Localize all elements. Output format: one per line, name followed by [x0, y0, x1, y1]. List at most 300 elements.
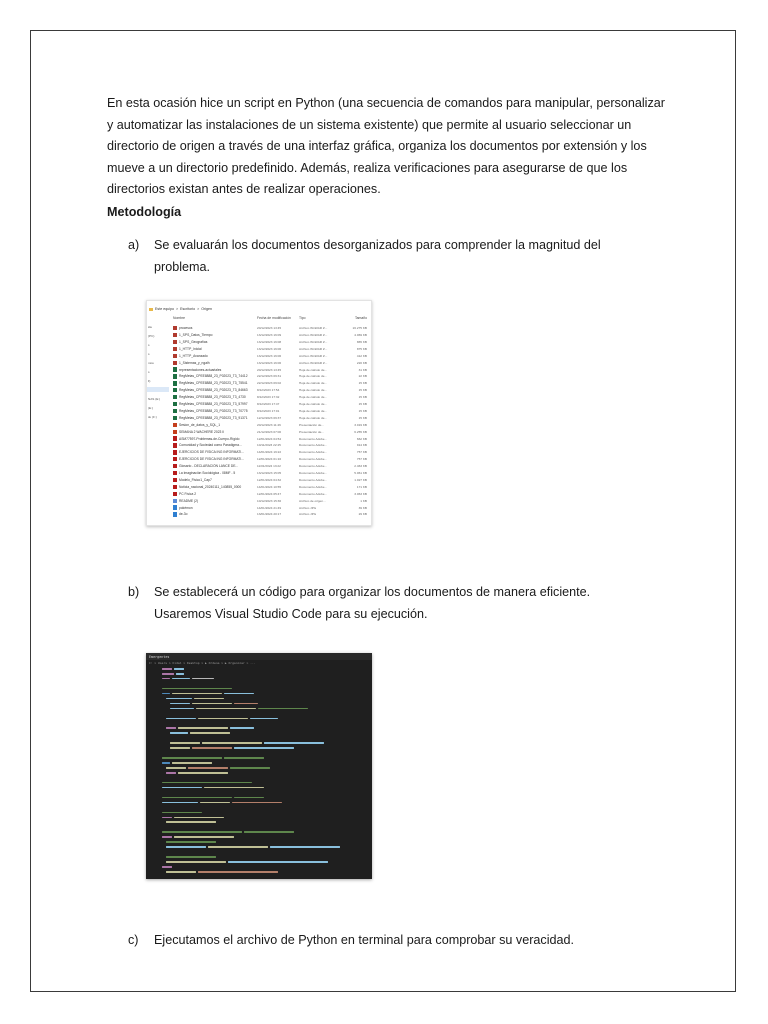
- file-size: 5.061 KB: [354, 471, 367, 476]
- file-name: procesos: [179, 326, 193, 331]
- code-token: [162, 678, 170, 680]
- file-name: RegMetas_CPEE8888_23_P02023_T3_91371: [179, 415, 248, 420]
- file-size: 15 KB: [358, 408, 367, 413]
- column-header-size: Tamaño: [354, 316, 367, 320]
- code-token: [178, 772, 228, 774]
- code-line: [146, 672, 372, 676]
- navigation-pane: [147, 323, 169, 525]
- file-type: Hoja de cálculo de...: [299, 374, 328, 379]
- code-token: [162, 831, 242, 833]
- file-icon: [173, 478, 177, 482]
- code-token: [166, 846, 206, 848]
- code-line: [146, 746, 372, 750]
- code-token: [264, 742, 324, 744]
- file-row[interactable]: [173, 380, 369, 386]
- code-token: [170, 742, 200, 744]
- nav-item[interactable]: s: [148, 343, 150, 347]
- file-icon: [173, 402, 177, 406]
- code-token: [250, 718, 278, 720]
- editor-breadcrumb: C: > Users > hidal > Desktop > ▶ Ordena > ▶ Organizar > ...: [149, 661, 256, 665]
- code-line: [146, 796, 372, 800]
- breadcrumb-item: Escritorio: [180, 307, 196, 311]
- code-token: [172, 762, 212, 764]
- file-row[interactable]: [173, 422, 369, 428]
- file-date: 13/12/2023 15:05: [257, 471, 282, 476]
- code-token: [224, 757, 264, 759]
- code-token: [192, 747, 232, 749]
- code-line: [146, 682, 372, 686]
- file-type: Hoja de cálculo de...: [299, 395, 328, 400]
- file-row[interactable]: [173, 429, 369, 435]
- nav-item[interactable]: s: [148, 370, 150, 374]
- file-icon: [173, 388, 177, 392]
- code-line: [146, 756, 372, 760]
- file-row[interactable]: [173, 456, 369, 462]
- code-token: [166, 767, 186, 769]
- file-row[interactable]: [173, 346, 369, 352]
- step-marker: a): [128, 238, 140, 252]
- file-size: 22 KB: [358, 374, 367, 379]
- code-token: [166, 841, 216, 843]
- code-token: [170, 703, 190, 705]
- code-token: [198, 871, 278, 873]
- file-date: 8/12/2023 17:01: [257, 408, 280, 413]
- code-token: [166, 698, 192, 700]
- code-token: [162, 693, 170, 695]
- file-icon: [173, 367, 177, 371]
- file-name: RegMetas_CPEE8888_23_P02023_T3_4730: [179, 395, 246, 400]
- code-token: [258, 708, 308, 710]
- code-token: [224, 693, 254, 695]
- file-type: Documento Adobe...: [299, 464, 328, 469]
- file-name: Glosario - DECLARACIÓN LANCE DE...: [179, 464, 239, 469]
- code-token: [178, 727, 228, 729]
- file-type: Presentación de...: [299, 422, 324, 427]
- code-line: [146, 860, 372, 864]
- file-date: 20/12/2023 13:45: [257, 367, 282, 372]
- file-type: Archivo WinRAR Z...: [299, 360, 328, 365]
- column-header-date: Fecha de modificación: [257, 316, 291, 320]
- file-type: Hoja de cálculo de...: [299, 381, 328, 386]
- file-icon: [173, 471, 177, 475]
- file-date: 13/01/2024 20:17: [257, 512, 282, 517]
- file-size: 3.063 KB: [354, 491, 367, 496]
- code-line: [146, 786, 372, 790]
- code-token: [176, 673, 184, 675]
- code-token: [162, 836, 172, 838]
- code-token: [162, 782, 252, 784]
- file-row[interactable]: [173, 325, 369, 331]
- section-heading: Metodología: [107, 205, 182, 219]
- file-icon: [173, 395, 177, 399]
- file-row[interactable]: [173, 491, 369, 497]
- file-date: 20/12/2023 11:46: [257, 422, 281, 427]
- file-name: representaciones-actuariales: [179, 367, 222, 372]
- editor-tab-label: Emergentes: [149, 654, 170, 659]
- file-date: 8/12/2023 17:32: [257, 395, 280, 400]
- code-line: [146, 766, 372, 770]
- file-date: 22/12/2023 09:02: [257, 381, 282, 386]
- step-marker: b): [128, 585, 140, 599]
- file-name: ASM77597-Problemas-de-Cuerpo-Rígido: [179, 436, 240, 441]
- file-name: EJERCICIOS DE FISICA ING INFORMATI...: [179, 450, 244, 455]
- file-name: RegMetas_CPEE8888_23_P02023_T3_70775: [179, 408, 248, 413]
- file-size: 412 KB: [356, 353, 367, 358]
- file-type: Hoja de cálculo de...: [299, 402, 328, 407]
- code-token: [234, 747, 294, 749]
- file-type: Hoja de cálculo de...: [299, 408, 328, 413]
- file-row[interactable]: [173, 470, 369, 476]
- code-line: [146, 840, 372, 844]
- editor-tab: [146, 653, 372, 660]
- file-row[interactable]: [173, 373, 369, 379]
- file-name: Comunidad y Sociedad como Paradigma...: [179, 443, 242, 448]
- file-row[interactable]: [173, 449, 369, 455]
- file-icon: [173, 374, 177, 378]
- file-size: 220 KB: [356, 360, 367, 365]
- code-token: [162, 762, 170, 764]
- code-area: [146, 667, 372, 879]
- file-size: 3.019 KB: [354, 422, 367, 427]
- code-line: [146, 845, 372, 849]
- code-token: [174, 817, 224, 819]
- file-icon: [173, 443, 177, 447]
- step-text: [154, 235, 674, 278]
- code-token: [200, 802, 230, 804]
- code-line: [146, 677, 372, 681]
- code-line: [146, 736, 372, 740]
- file-type: Archivo WinRAR Z...: [299, 346, 328, 351]
- file-row[interactable]: [173, 511, 369, 517]
- file-name: 1_HTTP_Inicial: [179, 346, 202, 351]
- code-token: [162, 817, 172, 819]
- file-type: Hoja de cálculo de...: [299, 415, 328, 420]
- code-token: [170, 732, 188, 734]
- vscode-screenshot: [146, 653, 372, 879]
- file-row[interactable]: [173, 353, 369, 359]
- file-type: Documento Adobe...: [299, 443, 328, 448]
- code-token: [244, 831, 294, 833]
- file-name: RegMetas_CPEE8888_23_P02023_T3_84663: [179, 388, 248, 393]
- file-type: Presentación de...: [299, 429, 324, 434]
- file-date: 14/01/2024 21:49: [257, 505, 282, 510]
- file-icon: [173, 436, 177, 440]
- file-type: Hoja de cálculo de...: [299, 388, 328, 393]
- code-token: [172, 693, 222, 695]
- code-token: [172, 678, 190, 680]
- file-row[interactable]: [173, 498, 369, 504]
- step-text: Ejecutamos el archivo de Python en terminal para comprobar su veracidad.: [154, 933, 575, 947]
- file-icon: [173, 347, 177, 351]
- code-token: [170, 747, 190, 749]
- file-row[interactable]: [173, 463, 369, 469]
- code-line: [146, 687, 372, 691]
- file-size: 1.027 KB: [354, 477, 367, 482]
- code-line: [146, 731, 372, 735]
- file-type: Documento Adobe...: [299, 471, 328, 476]
- file-size: 875 KB: [356, 346, 367, 351]
- intro-paragraph: En esta ocasión hice un script en Python (una secuencia de comandos para manipular, personalizar y automatizar las instalaciones de un sistema existente) que permite al usuario seleccionar un directorio de origen a través de una interfaz gráfica, organiza los documentos por extensión y los mueve a un directorio predefinido. Además, realiza verificaciones para asegurarse de que los directorios existan antes de realizar operaciones.: [107, 96, 665, 197]
- file-row[interactable]: [173, 477, 369, 483]
- file-name: 1_HTTP_Avanzado: [179, 353, 208, 358]
- file-name: PC Física 2: [179, 491, 197, 496]
- code-token: [192, 703, 232, 705]
- file-size: 15 KB: [358, 381, 367, 386]
- file-row[interactable]: [173, 394, 369, 400]
- code-token: [230, 727, 254, 729]
- file-name: RegMetas_CPEE8888_23_P02023_T3_74412: [179, 374, 248, 379]
- file-date: 13/12/2023 16:08: [257, 339, 282, 344]
- code-token: [188, 767, 228, 769]
- code-line: [146, 781, 372, 785]
- code-token: [228, 861, 328, 863]
- file-row[interactable]: [173, 435, 369, 441]
- file-size: 6.255 KB: [354, 429, 367, 434]
- code-token: [198, 718, 248, 720]
- code-token: [190, 732, 230, 734]
- file-name: EJERCICIOS DE FISICA ING INFORMATI...: [179, 457, 244, 462]
- file-date: 13/12/2023 16:09: [257, 333, 282, 338]
- file-size: 757 KB: [356, 450, 367, 455]
- code-line: [146, 697, 372, 701]
- code-line: [146, 712, 372, 716]
- file-icon: [173, 423, 177, 427]
- code-line: [146, 865, 372, 869]
- code-line: [146, 825, 372, 829]
- file-icon: [173, 505, 177, 509]
- file-date: 12/01/2024 05:47: [257, 491, 282, 496]
- code-token: [174, 836, 234, 838]
- file-type: Archivo JPG: [299, 505, 317, 510]
- nav-item[interactable]: (PC): [148, 334, 155, 338]
- code-line: [146, 717, 372, 721]
- code-line: [146, 870, 372, 874]
- file-size: 15 KB: [358, 388, 367, 393]
- code-line: [146, 835, 372, 839]
- file-row[interactable]: [173, 484, 369, 490]
- file-date: 20/12/2023 13:45: [257, 326, 282, 331]
- file-date: 14/01/2024 19:22: [257, 450, 282, 455]
- code-line: [146, 816, 372, 820]
- code-token: [192, 678, 214, 680]
- file-row[interactable]: [173, 415, 369, 421]
- step-text-line-1: Se evaluarán los documentos desorganizados para comprender la magnitud del: [154, 238, 601, 252]
- code-token: [162, 757, 222, 759]
- file-size: 171 KB: [356, 484, 367, 489]
- file-name: README (2): [179, 498, 199, 503]
- file-icon: [173, 499, 177, 503]
- code-token: [162, 812, 202, 814]
- file-type: Archivo WinRAR Z...: [299, 339, 328, 344]
- file-name: RegMetas_CPEE8888_23_P02023_T3_57997: [179, 402, 248, 407]
- code-token: [196, 708, 256, 710]
- code-token: [166, 718, 196, 720]
- file-explorer-screenshot: [146, 300, 372, 526]
- file-icon: [173, 361, 177, 365]
- code-token: [234, 797, 264, 799]
- code-token: [166, 861, 226, 863]
- file-row[interactable]: [173, 366, 369, 372]
- file-icon: [173, 464, 177, 468]
- code-line: [146, 830, 372, 834]
- file-type: Archivo JPG: [299, 512, 317, 517]
- code-token: [174, 668, 184, 670]
- file-row[interactable]: [173, 387, 369, 393]
- file-date: 21/12/2023 07:00: [257, 429, 282, 434]
- file-date: 22/12/2023 09:31: [257, 374, 282, 379]
- file-name: La Imaginación Sociológica - 08MF - 5: [179, 471, 236, 476]
- file-size: 1 KB: [360, 498, 367, 503]
- code-token: [162, 668, 172, 670]
- file-row[interactable]: [173, 332, 369, 338]
- code-line: [146, 751, 372, 755]
- file-name: Modelo_Fisico1_Cap7: [179, 477, 212, 482]
- code-token: [162, 787, 202, 789]
- code-line: [146, 855, 372, 859]
- file-size: 4.069 KB: [354, 333, 367, 338]
- file-name: 1_Sistemas_y_ngalh: [179, 360, 210, 365]
- code-token: [166, 821, 216, 823]
- file-icon: [173, 340, 177, 344]
- code-token: [162, 866, 172, 868]
- file-icon: [173, 430, 177, 434]
- code-line: [146, 667, 372, 671]
- chevron-right-icon: >: [197, 307, 200, 311]
- step-text-line-2: Usaremos Visual Studio Code para su ejecución.: [154, 606, 428, 621]
- code-line: [146, 850, 372, 854]
- file-name: de-3o: [179, 512, 188, 517]
- step-text: [154, 582, 674, 625]
- code-token: [166, 772, 176, 774]
- code-line: [146, 820, 372, 824]
- file-size: 2.463 KB: [354, 464, 367, 469]
- file-icon: [173, 333, 177, 337]
- file-name: SEMANA 2 WACHERE 2023 II: [179, 429, 225, 434]
- file-icon: [173, 450, 177, 454]
- column-headers: [173, 315, 369, 323]
- file-icon: [173, 409, 177, 413]
- file-type: Documento Adobe...: [299, 491, 328, 496]
- file-row[interactable]: [173, 442, 369, 448]
- file-date: 12/01/2024 04:54: [257, 436, 282, 441]
- file-name: 1_SPS_Geografías: [179, 339, 208, 344]
- code-token: [208, 846, 268, 848]
- file-type: Documento Adobe...: [299, 450, 328, 455]
- breadcrumb-item: Origen: [201, 307, 212, 311]
- file-type: Archivo WinRAR Z...: [299, 326, 328, 331]
- file-size: 865 KB: [356, 339, 367, 344]
- file-date: 11/01/2024 13:22: [257, 464, 281, 469]
- file-date: 10/11/2023 22:45: [257, 443, 281, 448]
- file-type: Archivo WinRAR Z...: [299, 333, 328, 338]
- code-line: [146, 702, 372, 706]
- code-token: [166, 727, 176, 729]
- breadcrumb-item: Este equipo: [155, 307, 174, 311]
- file-icon: [173, 485, 177, 489]
- code-token: [170, 708, 194, 710]
- file-row[interactable]: [173, 360, 369, 366]
- code-token: [166, 856, 216, 858]
- code-token: [230, 767, 270, 769]
- code-line: [146, 761, 372, 765]
- file-type: Hoja de cálculo de...: [299, 367, 328, 372]
- code-token: [162, 797, 232, 799]
- nav-item[interactable]: ide: [148, 325, 153, 329]
- file-name: Noticia_nacional_20240111_140855_0000: [179, 484, 242, 489]
- file-row[interactable]: [173, 408, 369, 414]
- nav-item[interactable]: s: [148, 352, 150, 356]
- step-text-line-1: Se establecerá un código para organizar los documentos de manera eficiente.: [154, 585, 591, 599]
- file-size: 914 KB: [356, 443, 367, 448]
- code-line: [146, 811, 372, 815]
- file-icon: [173, 326, 177, 330]
- code-token: [162, 673, 174, 675]
- file-date: 8/12/2023 17:47: [257, 402, 280, 407]
- file-icon: [173, 512, 177, 516]
- folder-icon: [149, 308, 153, 311]
- code-token: [232, 802, 282, 804]
- file-size: 15 KB: [358, 415, 367, 420]
- file-date: 10/12/2023 15:36: [257, 498, 282, 503]
- file-size: 39 KB: [358, 505, 367, 510]
- file-type: Archivo WinRAR Z...: [299, 353, 328, 358]
- code-token: [202, 742, 262, 744]
- file-size: 15 KB: [358, 402, 367, 407]
- nav-item[interactable]: (E:): [148, 406, 153, 410]
- nav-item[interactable]: ntos: [148, 361, 154, 365]
- nav-item[interactable]: ll): [148, 379, 151, 383]
- file-size: 15 KB: [358, 395, 367, 400]
- file-size: 29 KB: [358, 512, 367, 517]
- code-token: [162, 802, 198, 804]
- code-line: [146, 771, 372, 775]
- chevron-right-icon: >: [175, 307, 179, 311]
- file-size: 662 KB: [356, 436, 367, 441]
- step-marker: c): [128, 933, 139, 947]
- code-token: [270, 846, 340, 848]
- file-icon: [173, 492, 177, 496]
- code-line: [146, 801, 372, 805]
- nav-selection: [147, 387, 169, 392]
- file-name: Sesion_de_datos_y_SQL_1: [179, 422, 221, 427]
- file-date: 12/01/2024 01:16: [257, 457, 282, 462]
- file-date: 8/12/2023 17:54: [257, 388, 280, 393]
- file-date: 13/12/2023 16:06: [257, 360, 282, 365]
- file-date: 12/01/2024 04:32: [257, 477, 282, 482]
- file-type: Documento Adobe...: [299, 436, 328, 441]
- code-token: [194, 698, 224, 700]
- file-row[interactable]: [173, 339, 369, 345]
- file-size: 757 KB: [356, 457, 367, 462]
- file-row[interactable]: [173, 504, 369, 510]
- file-name: 1_SPS_Datos_Tiempo: [179, 333, 213, 338]
- column-header-type: Tipo: [299, 316, 306, 320]
- code-token: [204, 787, 264, 789]
- file-type: Documento Adobe...: [299, 477, 328, 482]
- file-date: 12/12/2023 09:37: [257, 415, 282, 420]
- code-line: [146, 741, 372, 745]
- file-icon: [173, 354, 177, 358]
- nav-item[interactable]: NAS (E:): [148, 397, 161, 401]
- nav-item[interactable]: sk (F:): [148, 415, 157, 419]
- code-line: [146, 721, 372, 725]
- file-name: RegMetas_CPEE8888_23_P02023_T3_75541: [179, 381, 248, 386]
- file-type: Archivo de origen...: [299, 498, 326, 503]
- code-token: [162, 688, 232, 690]
- file-row[interactable]: [173, 401, 369, 407]
- column-header-name: Nombre: [173, 316, 186, 320]
- code-line: [146, 791, 372, 795]
